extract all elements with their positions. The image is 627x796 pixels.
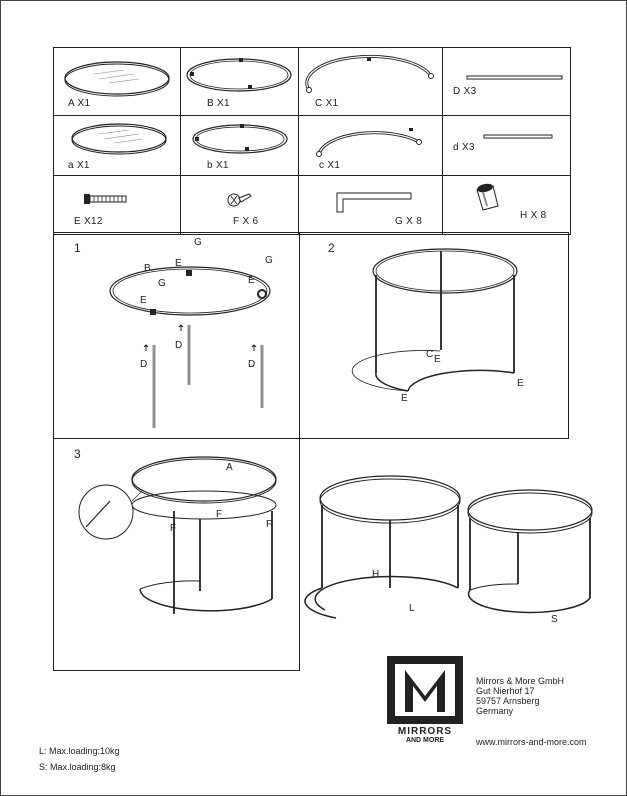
- company-website[interactable]: www.mirrors-and-more.com: [476, 737, 587, 747]
- final-label-h: H: [372, 569, 380, 580]
- part-cell-A: [54, 48, 181, 116]
- company-country: Germany: [476, 706, 514, 716]
- step-3-label-f-center: F: [216, 509, 223, 520]
- part-label-b: b X1: [207, 160, 229, 171]
- part-label-D: D X3: [453, 86, 477, 97]
- company-name: Mirrors & More GmbH: [476, 676, 565, 686]
- mirrors-and-more-logo-icon: [387, 656, 463, 724]
- step-2-label-e-bottom: E: [401, 393, 408, 404]
- parts-table: [53, 47, 571, 235]
- part-cell-F: [181, 176, 299, 234]
- step-1-panel: [53, 232, 300, 439]
- part-label-E: E X12: [74, 216, 103, 227]
- company-address: [476, 676, 564, 716]
- company-street: Gut Nierhof 17: [476, 686, 535, 696]
- step-3-label-f-left: F: [170, 523, 177, 534]
- part-cell-D: [443, 48, 570, 116]
- step-1-label-g-right: G: [265, 255, 274, 266]
- step-1-label-d-left: D: [140, 359, 148, 370]
- leg-rod-long-icon: [443, 48, 570, 116]
- max-loading-large: L: Max.loading:10kg: [39, 746, 120, 756]
- part-label-d: d X3: [453, 142, 475, 153]
- foot-cap-icon: [443, 176, 570, 234]
- part-label-C: C X1: [315, 98, 339, 109]
- part-cell-B: [181, 48, 299, 116]
- part-label-G: G X 8: [395, 216, 423, 227]
- part-cell-d: [443, 116, 570, 176]
- part-label-c: c X1: [319, 160, 341, 171]
- part-label-A: A X1: [68, 98, 91, 109]
- step-1-label-d-right: D: [248, 359, 256, 370]
- part-cell-C: [299, 48, 443, 116]
- part-label-H: H X 8: [520, 210, 547, 221]
- max-loading-small: S: Max.loading:8kg: [39, 762, 116, 772]
- step-3-number: 3: [74, 447, 81, 461]
- step-3-panel: [53, 438, 300, 671]
- part-label-a: a X1: [68, 160, 90, 171]
- part-cell-H: [443, 176, 570, 234]
- part-cell-G: [299, 176, 443, 234]
- step-2-label-c: C: [426, 349, 434, 360]
- step-1-label-e: E: [175, 258, 182, 269]
- part-label-B: B X1: [207, 98, 230, 109]
- part-cell-c: [299, 116, 443, 176]
- step-2-label-e-center: E: [434, 354, 441, 365]
- part-label-F: F X 6: [233, 216, 259, 227]
- part-cell-b: [181, 116, 299, 176]
- final-label-large: L: [409, 603, 415, 614]
- step-3-label-f-right: F: [266, 519, 273, 530]
- step-1-label-e-right: E: [248, 275, 255, 286]
- step-2-label-e-right: E: [517, 378, 524, 389]
- step-2-number: 2: [328, 241, 335, 255]
- logo-wordmark: MIRRORS: [397, 726, 453, 737]
- ring-frame-small-icon: [181, 116, 299, 176]
- step-1-label-g-left: G: [158, 278, 167, 289]
- logo-tagline: AND MORE: [405, 737, 445, 744]
- step-1-label-g: G: [194, 237, 203, 248]
- step-3-diagram: [54, 439, 301, 672]
- step-2-diagram: [300, 233, 570, 440]
- company-city: 59757 Arnsberg: [476, 696, 540, 706]
- step-3-label-a: A: [226, 462, 233, 473]
- step-2-panel: [299, 232, 569, 439]
- step-1-label-d-center: D: [175, 340, 183, 351]
- ring-frame-large-icon: [181, 48, 299, 116]
- final-nesting-tables-diagram: [300, 460, 610, 640]
- final-label-small: S: [551, 614, 558, 625]
- step-1-label-e-left: E: [140, 295, 147, 306]
- step-1-number: 1: [74, 241, 81, 255]
- part-cell-a: [54, 116, 181, 176]
- step-1-label-b: B: [144, 263, 151, 274]
- part-cell-E: [54, 176, 181, 234]
